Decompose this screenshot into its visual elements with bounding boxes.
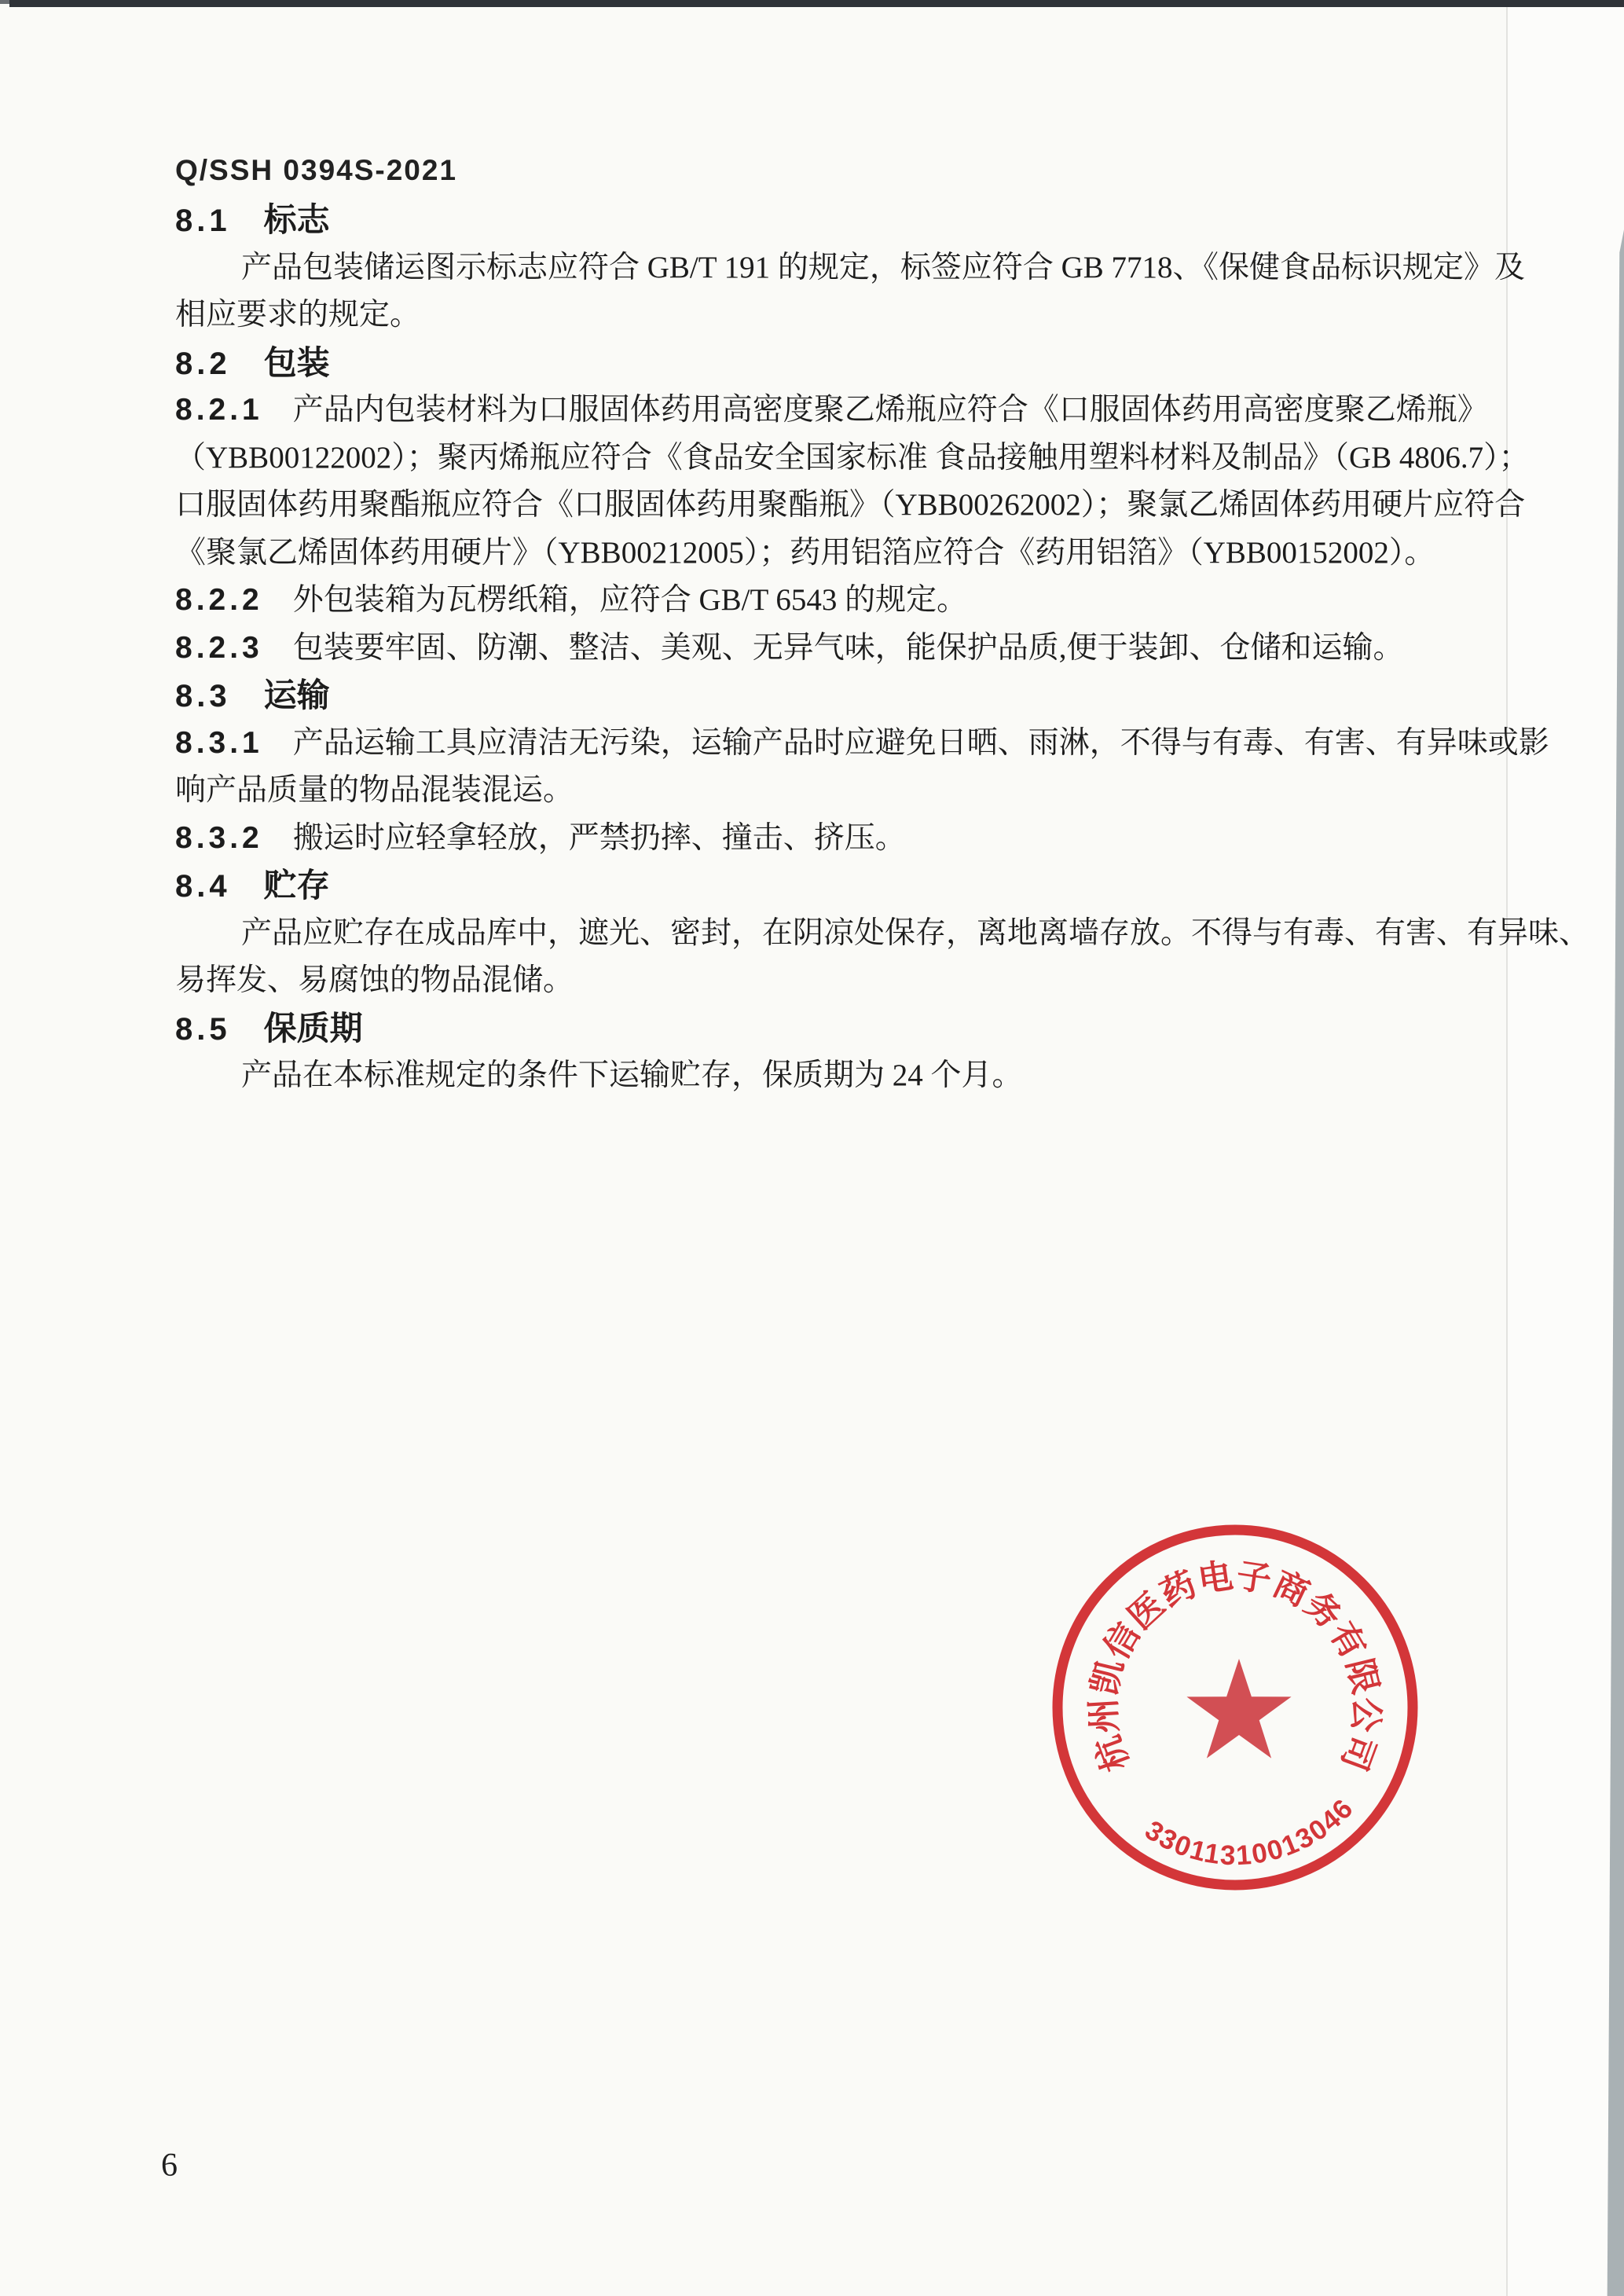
text-line: （YBB00122002）；聚丙烯瓶应符合《食品安全国家标准 食品接触用塑料材料及制品》（GB 4806.7）； bbox=[175, 440, 1530, 475]
clause-heading-8-3 bbox=[175, 672, 1465, 720]
seal-star-icon bbox=[1186, 1659, 1291, 1759]
document-body-text bbox=[175, 196, 1590, 1100]
text-line: 易挥发、易腐蚀的物品混储。 bbox=[175, 963, 574, 997]
clause-number: 8.3 bbox=[175, 679, 231, 713]
clause-8-3-2: 8.3.2 搬运时应轻拿轻放，严禁扔摔、撞击、挤压。 bbox=[175, 820, 906, 855]
clause-number: 8.2.3 bbox=[175, 630, 263, 665]
text-line: 响产品质量的物品混装混运。 bbox=[175, 773, 574, 807]
text-line: 《聚氯乙烯固体药用硬片》（YBB00212005）；药用铝箔应符合《药用铝箔》（YBB00152002）。 bbox=[175, 535, 1435, 570]
clause-number: 8.3.1 bbox=[175, 725, 263, 760]
clause-title: 保质期 bbox=[263, 1009, 363, 1047]
clause-title: 运输 bbox=[263, 677, 330, 713]
page-number: 6 bbox=[161, 2147, 178, 2184]
clause-heading-8-2 bbox=[175, 339, 1465, 387]
page-fold-margin bbox=[1508, 7, 1624, 2296]
text-line: 口服固体药用聚酯瓶应符合《口服固体药用聚酯瓶》（YBB00262002）；聚氯乙烯固体药用硬片应符合 bbox=[175, 488, 1526, 522]
svg-text:杭州凯信医药电子商务有限公司 bbox=[1084, 1557, 1386, 1777]
page-fold-line bbox=[1506, 7, 1508, 2296]
clause-8-2-1: 8.2.1 产品内包装材料为口服固体药用高密度聚乙烯瓶应符合《口服固体药用高密度聚乙烯瓶》 bbox=[175, 393, 1488, 427]
clause-number: 8.4 bbox=[175, 869, 231, 904]
clause-number: 8.3.2 bbox=[175, 820, 263, 855]
scan-top-edge bbox=[9, 0, 1624, 7]
seal-serial-number: 33011310013046 bbox=[1139, 1792, 1360, 1872]
clause-number: 8.2 bbox=[175, 346, 231, 381]
text-line: 产品包装储运图示标志应符合 GB/T 191 的规定，标签应符合 GB 7718、《保健食品标识规定》及 bbox=[241, 250, 1526, 284]
clause-title: 标志 bbox=[263, 201, 330, 238]
clause-8-2-2: 8.2.2 外包装箱为瓦楞纸箱，应符合 GB/T 6543 的规定。 bbox=[175, 583, 968, 617]
clause-number: 8.2.1 bbox=[175, 393, 263, 427]
text-line: 产品应贮存在成品库中，遮光、密封，在阴凉处保存，离地离墙存放。不得与有毒、有害、有异味、 bbox=[241, 915, 1590, 950]
text-line: 产品在本标准规定的条件下运输贮存，保质期为 24 个月。 bbox=[241, 1058, 1023, 1092]
clause-number: 8.5 bbox=[175, 1011, 231, 1047]
clause-title: 包装 bbox=[263, 343, 330, 381]
clause-heading-8-5 bbox=[175, 1005, 1465, 1053]
clause-number: 8.2.2 bbox=[175, 583, 263, 617]
clause-heading-8-4 bbox=[175, 862, 1465, 910]
clause-8-2-3: 8.2.3 包装要牢固、防潮、整洁、美观、无异气味，能保护品质,便于装卸、仓储和运输。 bbox=[175, 630, 1404, 665]
clause-8-3-1: 8.3.1 产品运输工具应清洁无污染，运输产品时应避免日晒、雨淋，不得与有毒、有害、有异味或影 bbox=[175, 725, 1549, 760]
text-line: 相应要求的规定。 bbox=[175, 298, 421, 332]
clause-number: 8.1 bbox=[175, 204, 231, 238]
clause-heading-8-1 bbox=[175, 196, 1465, 244]
seal-company-name: 杭州凯信医药电子商务有限公司 bbox=[1084, 1556, 1386, 1777]
clause-title: 贮存 bbox=[263, 867, 330, 904]
company-seal bbox=[1047, 1519, 1424, 1896]
doc-code: Q/SSH 0394S-2021 bbox=[175, 154, 458, 186]
